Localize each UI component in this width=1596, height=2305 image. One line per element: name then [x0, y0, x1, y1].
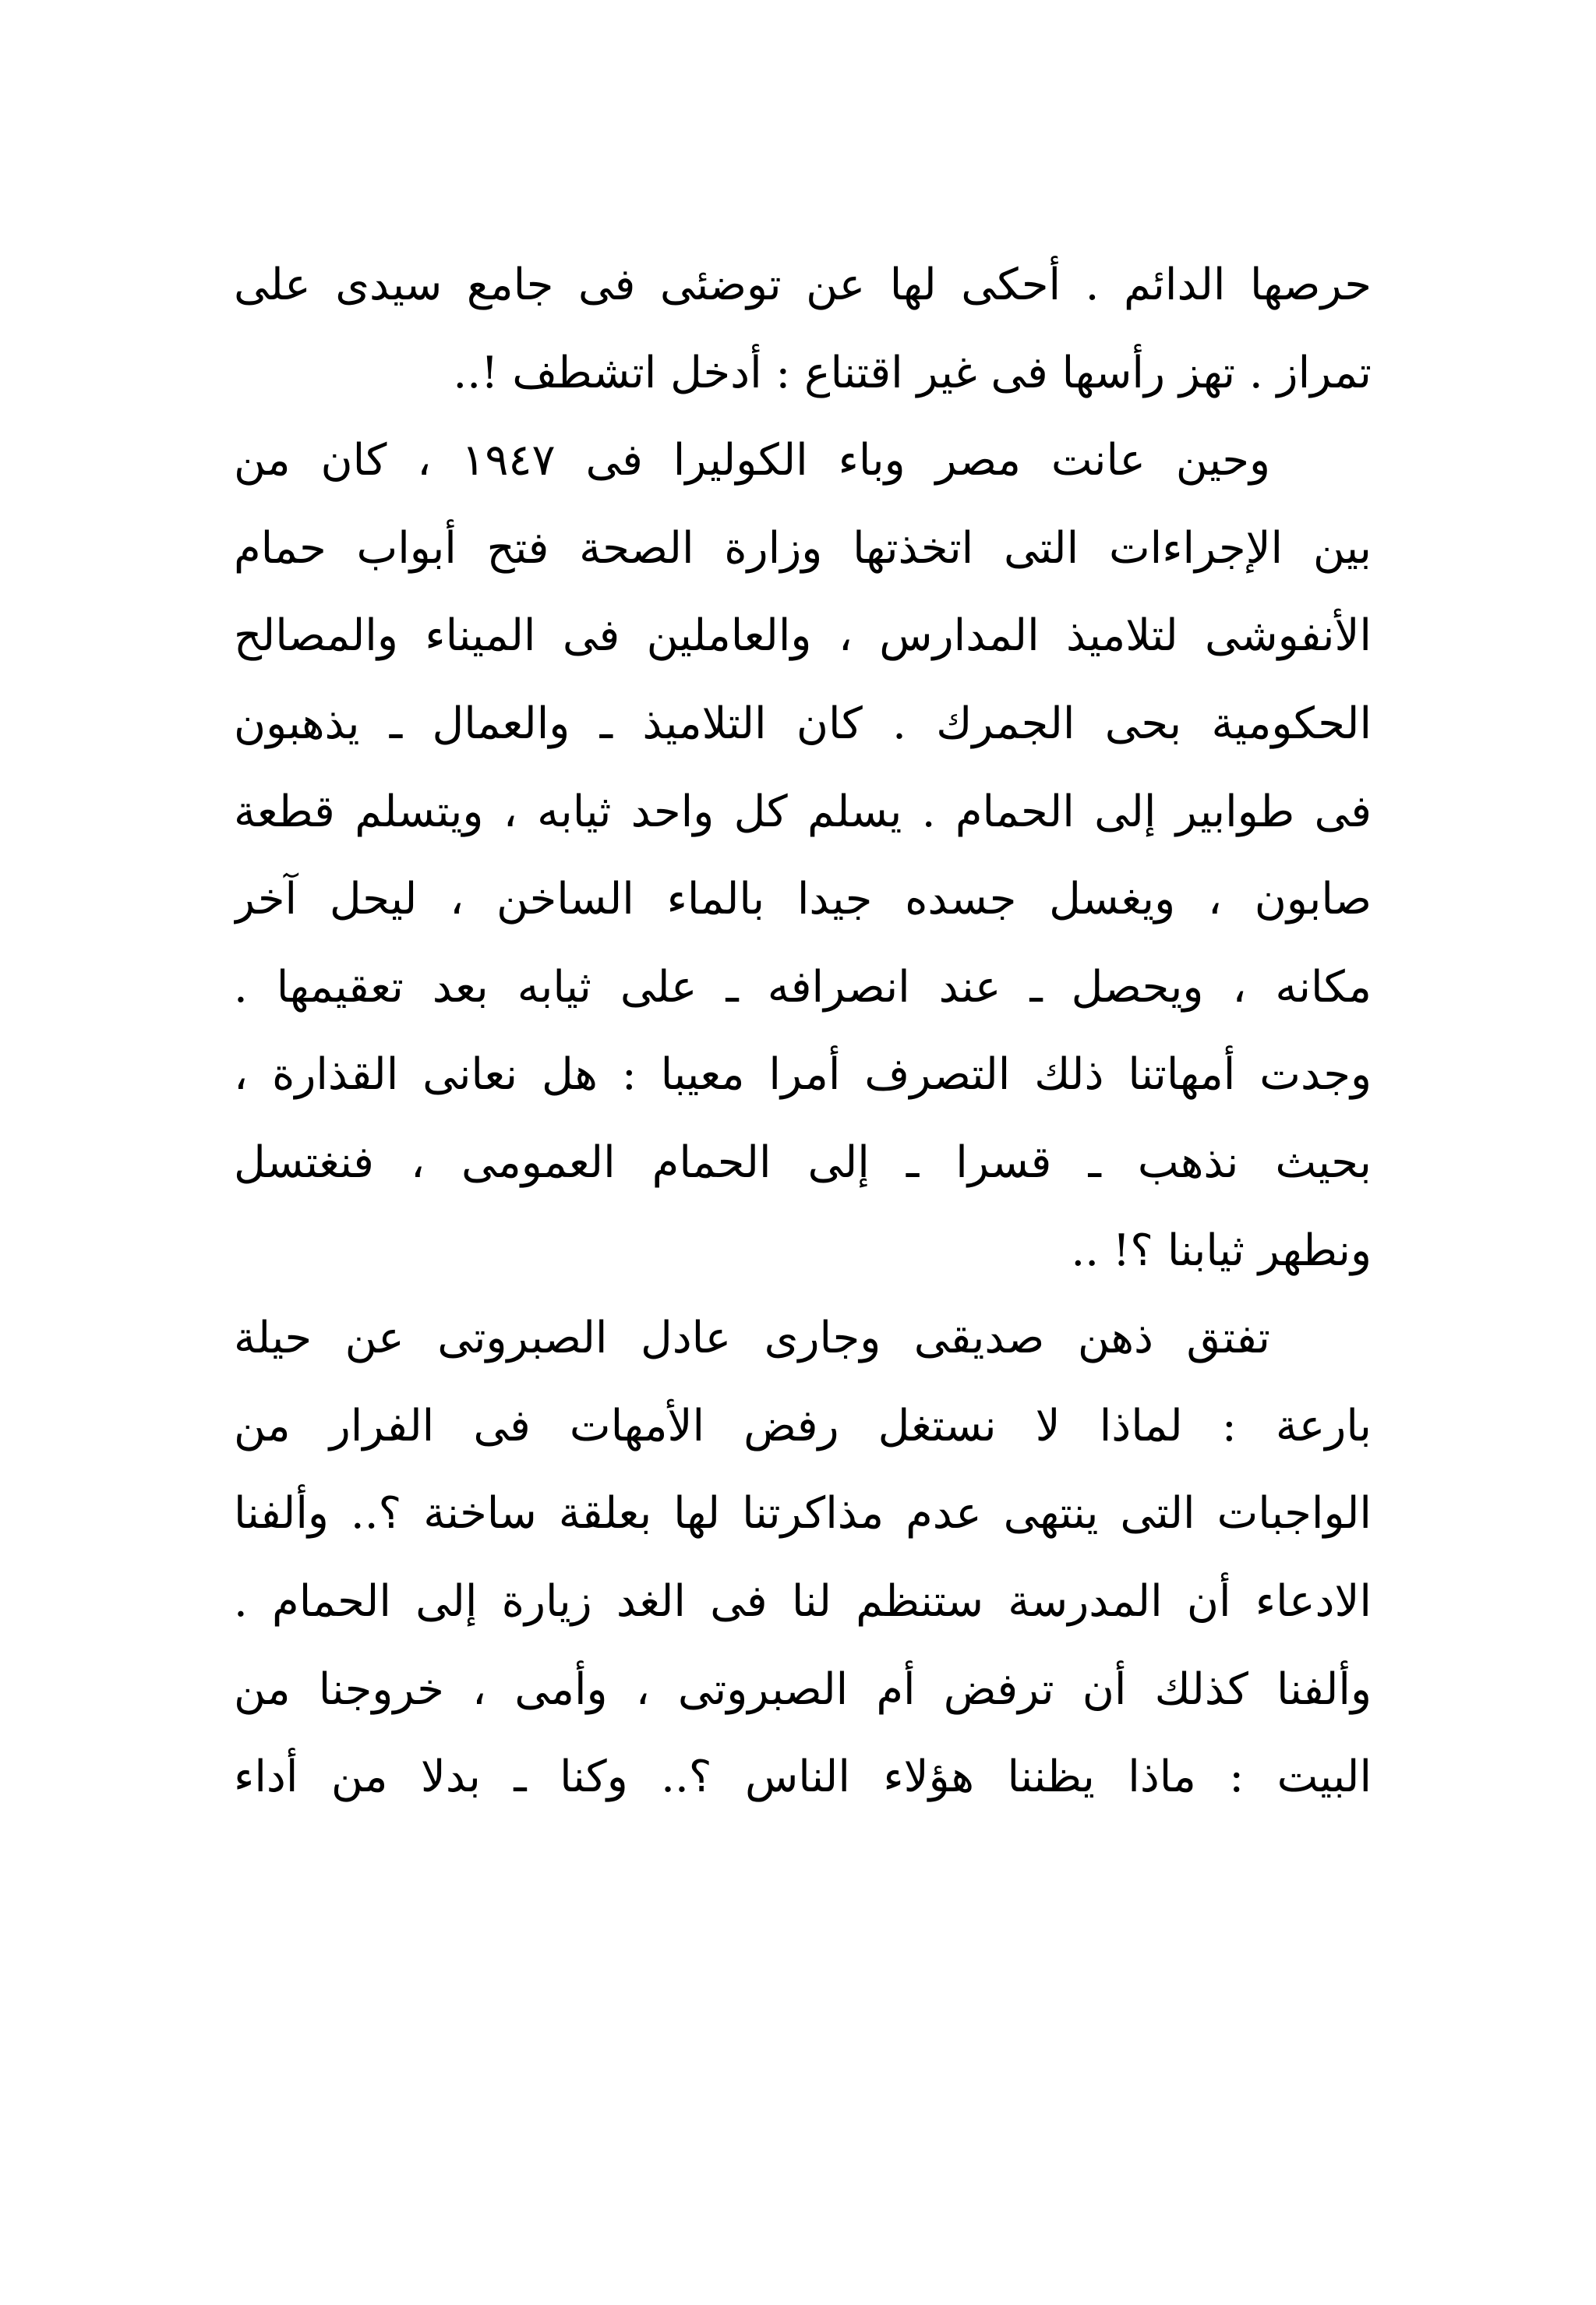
text-line: الواجبات التى ينتهى عدم مذاكرتنا لها بعلقة ساخنة ؟.. وألفنا [234, 1488, 1372, 1540]
paragraph-start-line: وحين عانت مصر وباء الكوليرا فى ١٩٤٧ ، كان من [234, 435, 1270, 486]
text-line: تمراز . تهز رأسها فى غير اقتناع : أدخل اتشطف !.. [453, 347, 1372, 398]
body-text [234, 242, 1372, 1822]
text-line: وألفنا كذلك أن ترفض أم الصبروتى ، وأمى ، خروجنا من [234, 1663, 1372, 1715]
text-line: بين الإجراءات التى اتخذتها وزارة الصحة فتح أبواب حمام [234, 522, 1372, 574]
text-line: حرصها الدائم . أحكى لها عن توضئى فى جامع سيدى على [234, 260, 1372, 310]
text-line: بحيث نذهب ـ قسرا ـ إلى الحمام العمومى ، فنغتسل [234, 1137, 1372, 1188]
text-line: الحكومية بحى الجمرك . كان التلاميذ ـ والعمال ـ يذهبون [234, 698, 1372, 749]
text-line: مكانه ، ويحصل ـ عند انصرافه ـ على ثيابه بعد تعقيمها . [234, 961, 1372, 1013]
text-line: البيت : ماذا يظننا هؤلاء الناس ؟.. وكنا ـ بدلا من أداء [234, 1752, 1372, 1803]
text-line: بارعة : لماذا لا نستغل رفض الأمهات فى الفرار من [234, 1400, 1372, 1451]
text-line: الادعاء أن المدرسة ستنظم لنا فى الغد زيارة إلى الحمام . [234, 1575, 1372, 1627]
paragraph-start-line: تفتق ذهن صديقى وجارى عادل الصبروتى عن حيلة [234, 1313, 1270, 1364]
text-line: فى طوابير إلى الحمام . يسلم كل واحد ثيابه ، ويتسلم قطعة [234, 786, 1372, 837]
text-line: صابون ، ويغسل جسده جيدا بالماء الساخن ، ليحل آخر [234, 874, 1372, 925]
text-line: الأنفوشى لتلاميذ المدارس ، والعاملين فى الميناء والمصالح [234, 610, 1372, 662]
text-line: وجدت أمهاتنا ذلك التصرف أمرا معيبا : هل نعانى القذارة ، [234, 1049, 1372, 1101]
text-line: ونطهر ثيابنا ؟! .. [1071, 1225, 1372, 1276]
